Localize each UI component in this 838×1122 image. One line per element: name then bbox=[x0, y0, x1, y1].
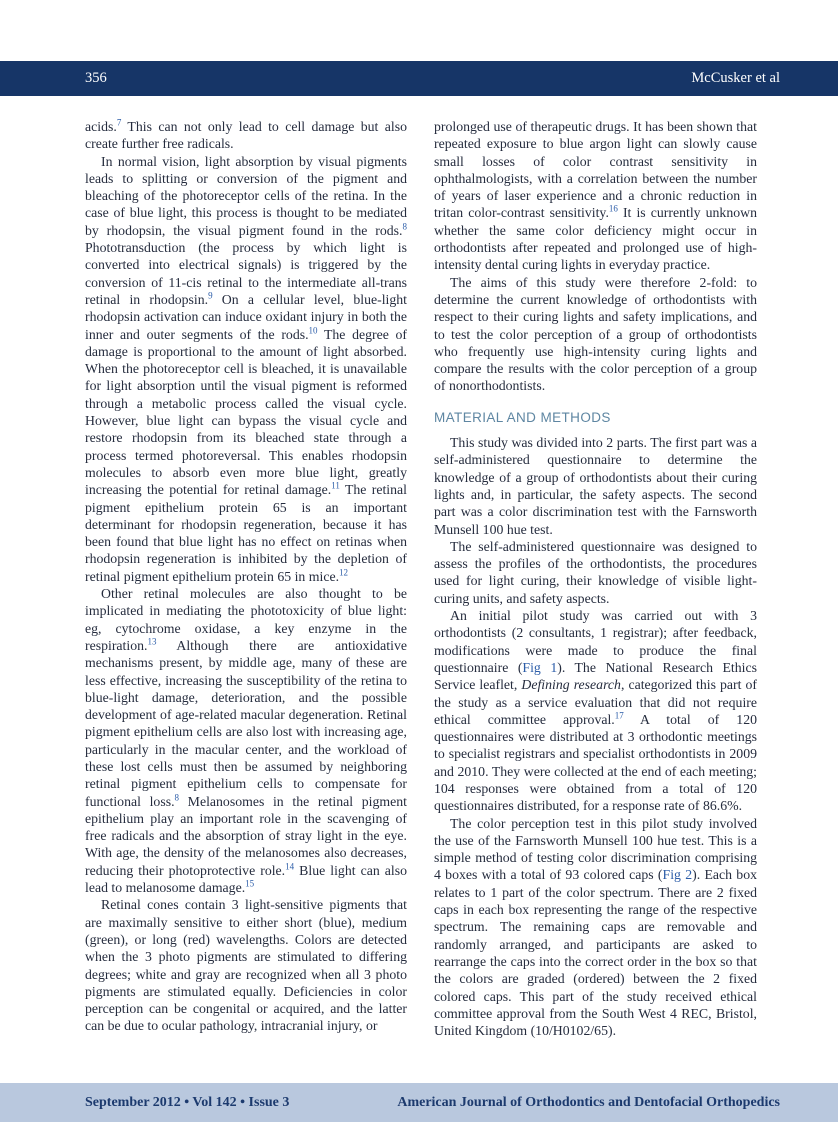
paragraph bbox=[85, 153, 407, 585]
text-run: Other retinal molecules are also thought to be implicated in mediating the phototoxicity of blue light: eg, cytochrome oxidase, a key enzyme in the respiration. bbox=[85, 586, 407, 653]
citation-ref-link[interactable]: 15 bbox=[245, 878, 255, 889]
text-run: prolonged use of therapeutic drugs. It has been shown that repeated exposure to blue argon light can slowly cause small losses of color contrast sensitivity in ophthalmologists, with a correlation between the number of years of laser experience and a chronic reduction in tritan color-contrast sensitivity. bbox=[434, 119, 757, 221]
paragraph bbox=[434, 538, 757, 607]
text-run: , categorized this part of the study as a service evaluation that did not require ethical committee approval. bbox=[434, 677, 758, 727]
paragraph bbox=[434, 815, 757, 1040]
text-run: It is currently unknown whether the same color deficiency might occur in orthodontists after repeated and prolonged use of high-intensity dental curing lights in everyday practice. bbox=[434, 205, 757, 273]
paragraph bbox=[434, 607, 757, 815]
section-heading: MATERIAL AND METHODS bbox=[434, 409, 611, 425]
page-header-bar bbox=[0, 61, 838, 96]
citation-ref-link[interactable]: 7 bbox=[116, 117, 122, 128]
text-run: Blue light can also lead to melanosome damage. bbox=[85, 862, 407, 896]
page-number: 356 bbox=[85, 70, 107, 86]
paragraph bbox=[85, 896, 407, 1034]
paragraph bbox=[434, 434, 757, 538]
citation-ref-link[interactable]: 8 bbox=[402, 221, 407, 232]
page-footer-bar bbox=[0, 1083, 838, 1122]
text-run: On a cellular level, blue-light rhodopsin activation can induce oxidant injury in both the inner and outer segments of the rods. bbox=[85, 291, 407, 342]
text-run: The self-administered questionnaire was designed to assess the profiles of the orthodontists, the procedures used for light curing, their knowledge of visible light-curing units, and safety aspects. bbox=[434, 538, 757, 606]
text-run: The color perception test in this pilot study involved the use of the Farnsworth Munsell 100 hue test. This is a simple method of testing color discrimination comprising 4 boxes with a total of 93 colored caps ( bbox=[434, 815, 757, 883]
citation-ref-link[interactable]: 17 bbox=[614, 710, 624, 721]
paragraph bbox=[434, 274, 757, 395]
text-run: ). Each box relates to 1 part of the color spectrum. There are 2 fixed caps in each box representing the range of the respective spectrum. The remaining caps are removable and randomly arranged, and participants are asked to rearrange the caps into the correct order in the box so that the colors are graded (ordered) between the 2 fixed colored caps. This part of the study received ethical committee approval from the South West 4 REC, Bristol, United Kingdom (10/H0102/65). bbox=[434, 867, 757, 1039]
text-run: The aims of this study were therefore 2-fold: to determine the current knowledge of orthodontists with respect to their curing lights and safety implications, and to test the color perception of a group of orthodontists who frequently use high-intensity curing lights and compare the results with the color perception of a group of nonorthodontists. bbox=[434, 274, 757, 394]
text-run: Phototransduction (the process by which light is converted into electrical signals) is triggered by the conversion of 11-cis retinal to the intermediate all-trans retinal in rhodopsin. bbox=[85, 240, 407, 307]
footer-journal-name: American Journal of Orthodontics and Dentofacial Orthopedics bbox=[397, 1094, 780, 1110]
paragraph bbox=[85, 118, 407, 153]
text-run: Retinal cones contain 3 light-sensitive pigments that are maximally sensitive to either short (blue), medium (green), or long (red) wavelengths. Colors are detected when the 3 photo pigments are stimulated to differing degrees; white and gray are recognized when all 3 photo pigments are stimulated equally. Deficiencies in color perception can be congenital or acquired, and the latter can be due to ocular pathology, intracranial injury, or bbox=[85, 897, 407, 1034]
text-run: This can not only lead to cell damage but also create further free radicals. bbox=[85, 119, 407, 152]
citation-ref-link[interactable]: 12 bbox=[339, 567, 349, 578]
italic-text: Defining research bbox=[521, 677, 621, 693]
citation-ref-link[interactable]: 11 bbox=[331, 480, 340, 491]
text-run: In normal vision, light absorption by visual pigments leads to splitting or conversion of the pigment and bleaching of the photoreceptor cells of the retina. In the case of blue light, this process is thought to be mediated by rhodopsin, the visual pigment found in the rods. bbox=[85, 153, 407, 238]
text-run: ). The National Research Ethics Service leaflet, bbox=[434, 659, 757, 693]
text-run: An initial pilot study was carried out with 3 orthodontists (2 consultants, 1 registrar); after feedback, modifications were made to produce the final questionnaire ( bbox=[434, 608, 757, 675]
right-column bbox=[434, 118, 757, 1039]
citation-ref-link[interactable]: 13 bbox=[147, 636, 157, 647]
text-run: Although there are antioxidative mechanisms present, by middle age, many of these are less effective, increasing the susceptibility of the retina to blue-light damage, deterioration, and the possible development of age-related macular degeneration. Retinal pigment epithelium cells are also lost with increasing age, particularly in the macular center, and the workload of these lost cells must then be assumed by neighboring retinal pigment epithelium cells to compensate for functional loss. bbox=[85, 637, 407, 809]
text-run: A total of 120 questionnaires were distributed at 3 orthodontic meetings to specialist registrars and specialist orthodontists in 2009 and 2010. They were collected at the end of each meeting; 104 responses were obtained from a total of 120 questionnaires distributed, for a response rate of 86.6%. bbox=[434, 711, 757, 814]
citation-ref-link[interactable]: 16 bbox=[608, 203, 618, 214]
citation-ref-link[interactable]: 10 bbox=[308, 324, 318, 335]
text-run: Melanosomes in the retinal pigment epithelium play an important role in the scavenging of free radicals and the absorption of stray light in the eye. With age, the density of the melanosomes also decreases, reducing their photoprotective role. bbox=[85, 793, 407, 878]
running-head-author: McCusker et al bbox=[691, 70, 780, 86]
text-run: The retinal pigment epithelium protein 65 is an important determinant for rhodopsin regeneration, because it has been found that blue light has no effect on retinas when rhodopsin regeneration is inhibited by the depletion of retinal pigment epithelium protein 65 in mice. bbox=[85, 482, 407, 584]
citation-ref-link[interactable]: 9 bbox=[208, 290, 213, 301]
footer-issue-info: September 2012 • Vol 142 • Issue 3 bbox=[85, 1094, 290, 1110]
text-run: The degree of damage is proportional to the amount of light absorbed. When the photoreceptor cell is bleached, it is unavailable for light absorption until the visual pigment is reformed through a metabolic process called the visual cycle. However, blue light can bypass the visual cycle and restore rhodopsin from its bleached state through a process termed photoreversal. This enables rhodopsin molecules to absorb even more blue light, greatly increasing the potential for retinal damage. bbox=[85, 326, 407, 498]
text-run: This study was divided into 2 parts. The first part was a self-administered questionnaire to determine the knowledge of a group of orthodontists about their curing lights and, in particular, the safety aspects. The second part was a color discrimination test with the Farnsworth Munsell 100 hue test. bbox=[434, 435, 757, 537]
paragraph bbox=[434, 118, 757, 274]
figure-link[interactable]: Fig 1 bbox=[522, 659, 558, 675]
citation-ref-link[interactable]: 8 bbox=[174, 791, 180, 802]
figure-link[interactable]: Fig 2 bbox=[662, 867, 693, 883]
text-run: acids. bbox=[85, 119, 117, 134]
paragraph bbox=[85, 585, 407, 896]
citation-ref-link[interactable]: 14 bbox=[285, 861, 295, 872]
left-column bbox=[85, 118, 407, 1035]
